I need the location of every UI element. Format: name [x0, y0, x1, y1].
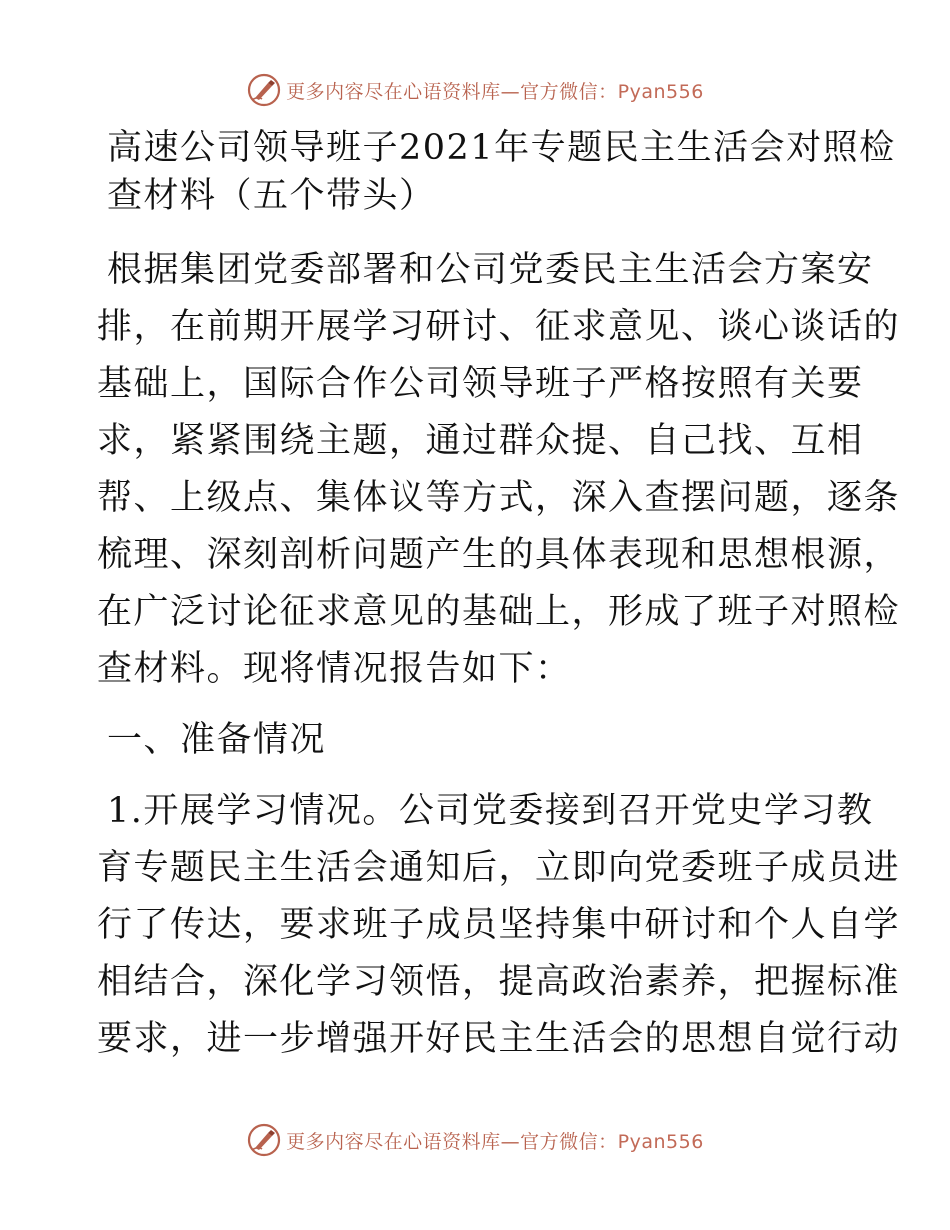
wechat-id: Pyan556: [617, 1130, 704, 1153]
pen-logo-icon: [246, 72, 282, 108]
intro-paragraph: 根据集团党委部署和公司党委民主生活会方案安 排，在前期开展学习研讨、征求意见、谈心谈话的 基础上，国际合作公司领导班子严格按照有关要 求，紧紧围绕主题，通过群众提、自己找、互相 帮、上级点、集体议等方式，深入查摆问题，逐条 梳理、深刻剖析问题产生的具体表现和思想根源， 在广泛讨论征求意见的基础上，形成了班子对照检 查材料。现将情况报告如下：: [97, 250, 901, 689]
pen-logo-icon: [246, 1122, 282, 1158]
wechat-id: Pyan556: [617, 80, 704, 103]
section-heading: 一、准备情况: [107, 720, 327, 760]
watermark-banner-top: [0, 70, 950, 110]
watermark-banner-bottom: [0, 1120, 950, 1160]
watermark-text: 更多内容尽在心语资料库—官方微信：Pyan556: [286, 80, 704, 103]
document-title: 高速公司领导班子2021年专题民主生活会对照检 查材料（五个带头）: [107, 128, 896, 216]
document-body: [97, 124, 901, 1068]
item-paragraph: 1.开展学习情况。公司党委接到召开党史学习教 育专题民主生活会通知后，立即向党委班子成员进 行了传达，要求班子成员坚持集中研讨和个人自学 相结合，深化学习领悟，提高政治素养，把握标准 要求，进一步增强开好民主生活会的思想自觉行动: [97, 791, 901, 1059]
watermark-text: 更多内容尽在心语资料库—官方微信：Pyan556: [286, 1130, 704, 1153]
